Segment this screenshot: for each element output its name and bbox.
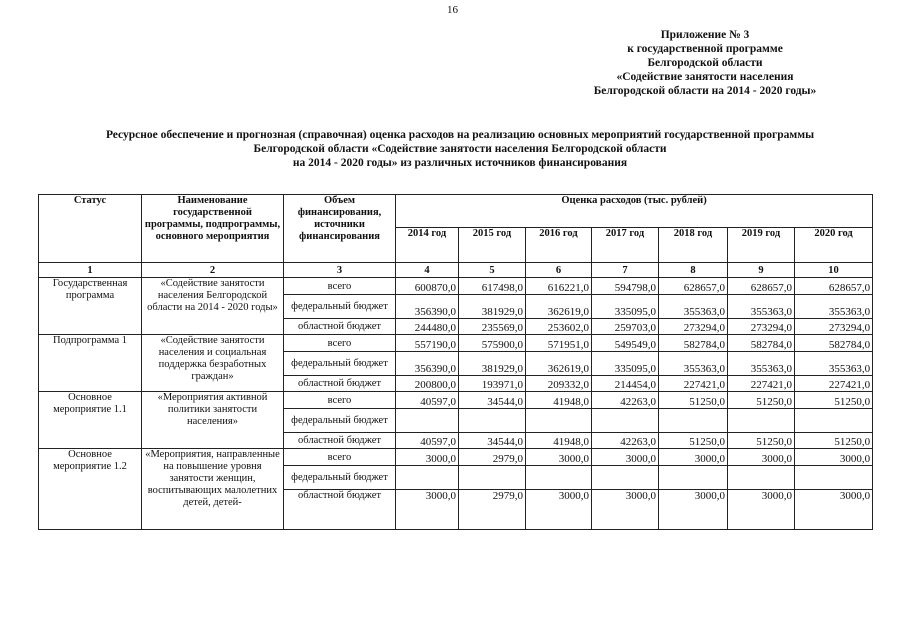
header-year: 2019 год bbox=[728, 228, 795, 263]
value-cell: 209332,0 bbox=[526, 376, 592, 392]
column-index: 7 bbox=[592, 263, 659, 278]
value-cell bbox=[592, 409, 659, 433]
column-index: 4 bbox=[396, 263, 459, 278]
value-cell: 41948,0 bbox=[526, 433, 592, 449]
value-cell: 362619,0 bbox=[526, 352, 592, 376]
value-cell: 335095,0 bbox=[592, 295, 659, 319]
header-year: 2017 год bbox=[592, 228, 659, 263]
column-index: 8 bbox=[659, 263, 728, 278]
column-index: 3 bbox=[284, 263, 396, 278]
value-cell: 34544,0 bbox=[459, 433, 526, 449]
budget-table bbox=[38, 194, 873, 530]
value-cell bbox=[459, 466, 526, 490]
value-cell bbox=[396, 466, 459, 490]
value-cell bbox=[659, 409, 728, 433]
title-line: Ресурсное обеспечение и прогнозная (справочная) оценка расходов на реализацию основных мероприятий государственной программы bbox=[105, 129, 815, 141]
value-cell: 40597,0 bbox=[396, 392, 459, 409]
header-source: Объем финансирования, источники финансирования bbox=[284, 195, 396, 263]
value-cell: 575900,0 bbox=[459, 335, 526, 352]
row-name: «Содействие занятости населения Белгородской области на 2014 - 2020 годы» bbox=[142, 278, 284, 335]
header-year: 2015 год bbox=[459, 228, 526, 263]
value-cell: 549549,0 bbox=[592, 335, 659, 352]
header-year: 2020 год bbox=[795, 228, 873, 263]
value-cell bbox=[526, 409, 592, 433]
appendix-line: Белгородской области bbox=[647, 57, 763, 69]
value-cell: 582784,0 bbox=[659, 335, 728, 352]
value-cell: 355363,0 bbox=[659, 295, 728, 319]
source-federal: федеральный бюджет bbox=[284, 466, 396, 490]
value-cell: 3000,0 bbox=[659, 490, 728, 530]
value-cell bbox=[396, 409, 459, 433]
value-cell: 355363,0 bbox=[728, 295, 795, 319]
value-cell: 214454,0 bbox=[592, 376, 659, 392]
header-year: 2018 год bbox=[659, 228, 728, 263]
value-cell: 51250,0 bbox=[728, 433, 795, 449]
value-cell: 227421,0 bbox=[659, 376, 728, 392]
source-all: всего bbox=[284, 392, 396, 409]
header-status: Статус bbox=[39, 195, 142, 263]
column-index: 10 bbox=[795, 263, 873, 278]
value-cell: 582784,0 bbox=[795, 335, 873, 352]
source-regional: областной бюджет bbox=[284, 433, 396, 449]
value-cell: 3000,0 bbox=[592, 490, 659, 530]
value-cell: 594798,0 bbox=[592, 278, 659, 295]
value-cell: 51250,0 bbox=[728, 392, 795, 409]
value-cell: 227421,0 bbox=[795, 376, 873, 392]
value-cell: 617498,0 bbox=[459, 278, 526, 295]
source-all: всего bbox=[284, 449, 396, 466]
value-cell: 51250,0 bbox=[659, 433, 728, 449]
value-cell: 356390,0 bbox=[396, 352, 459, 376]
column-index: 6 bbox=[526, 263, 592, 278]
header-estimate: Оценка расходов (тыс. рублей) bbox=[396, 195, 873, 228]
value-cell: 381929,0 bbox=[459, 295, 526, 319]
value-cell bbox=[592, 466, 659, 490]
value-cell: 3000,0 bbox=[728, 449, 795, 466]
value-cell bbox=[728, 409, 795, 433]
value-cell: 3000,0 bbox=[795, 449, 873, 466]
header-year: 2016 год bbox=[526, 228, 592, 263]
value-cell: 40597,0 bbox=[396, 433, 459, 449]
value-cell: 355363,0 bbox=[728, 352, 795, 376]
column-index: 5 bbox=[459, 263, 526, 278]
row-status: Основное мероприятие 1.1 bbox=[39, 392, 142, 449]
value-cell bbox=[459, 409, 526, 433]
source-federal: федеральный бюджет bbox=[284, 295, 396, 319]
value-cell bbox=[728, 466, 795, 490]
value-cell: 51250,0 bbox=[795, 392, 873, 409]
value-cell: 259703,0 bbox=[592, 319, 659, 335]
row-name: «Содействие занятости населения и социальная поддержка безработных граждан» bbox=[142, 335, 284, 392]
value-cell: 253602,0 bbox=[526, 319, 592, 335]
source-federal: федеральный бюджет bbox=[284, 352, 396, 376]
value-cell: 381929,0 bbox=[459, 352, 526, 376]
value-cell: 3000,0 bbox=[795, 490, 873, 530]
appendix-line: «Содействие занятости населения bbox=[616, 71, 794, 83]
value-cell: 273294,0 bbox=[795, 319, 873, 335]
value-cell: 42263,0 bbox=[592, 433, 659, 449]
value-cell: 3000,0 bbox=[526, 490, 592, 530]
page-number: 16 bbox=[447, 4, 458, 16]
appendix-line: Приложение № 3 bbox=[660, 29, 750, 41]
appendix-line: Белгородской области на 2014 - 2020 годы» bbox=[593, 85, 817, 97]
document-title bbox=[40, 128, 880, 170]
value-cell: 41948,0 bbox=[526, 392, 592, 409]
value-cell: 200800,0 bbox=[396, 376, 459, 392]
value-cell: 3000,0 bbox=[728, 490, 795, 530]
value-cell: 355363,0 bbox=[795, 295, 873, 319]
column-index: 2 bbox=[142, 263, 284, 278]
row-name: «Мероприятия, направленные на повышение уровня занятости женщин, воспитывающих малолетних детей, детей- bbox=[142, 449, 284, 530]
value-cell: 244480,0 bbox=[396, 319, 459, 335]
value-cell: 628657,0 bbox=[795, 278, 873, 295]
value-cell: 628657,0 bbox=[728, 278, 795, 295]
value-cell: 193971,0 bbox=[459, 376, 526, 392]
row-name: «Мероприятия активной политики занятости населения» bbox=[142, 392, 284, 449]
value-cell: 2979,0 bbox=[459, 449, 526, 466]
value-cell: 362619,0 bbox=[526, 295, 592, 319]
value-cell: 2979,0 bbox=[459, 490, 526, 530]
title-line: Белгородской области «Содействие занятости населения Белгородской области bbox=[253, 143, 667, 155]
column-index: 1 bbox=[39, 263, 142, 278]
value-cell: 3000,0 bbox=[659, 449, 728, 466]
header-name: Наименование государственной программы, подпрограммы, основного мероприятия bbox=[142, 195, 284, 263]
value-cell: 616221,0 bbox=[526, 278, 592, 295]
value-cell: 34544,0 bbox=[459, 392, 526, 409]
appendix-line: к государственной программе bbox=[627, 43, 783, 55]
value-cell: 355363,0 bbox=[659, 352, 728, 376]
value-cell: 3000,0 bbox=[396, 449, 459, 466]
source-all: всего bbox=[284, 278, 396, 295]
header-year: 2014 год bbox=[396, 228, 459, 263]
value-cell: 227421,0 bbox=[728, 376, 795, 392]
source-regional: областной бюджет bbox=[284, 376, 396, 392]
value-cell bbox=[795, 466, 873, 490]
value-cell: 571951,0 bbox=[526, 335, 592, 352]
value-cell bbox=[526, 466, 592, 490]
value-cell bbox=[659, 466, 728, 490]
column-index: 9 bbox=[728, 263, 795, 278]
row-status: Государственная программа bbox=[39, 278, 142, 335]
value-cell: 335095,0 bbox=[592, 352, 659, 376]
value-cell bbox=[795, 409, 873, 433]
value-cell: 273294,0 bbox=[728, 319, 795, 335]
value-cell: 582784,0 bbox=[728, 335, 795, 352]
source-all: всего bbox=[284, 335, 396, 352]
value-cell: 42263,0 bbox=[592, 392, 659, 409]
value-cell: 235569,0 bbox=[459, 319, 526, 335]
source-federal: федеральный бюджет bbox=[284, 409, 396, 433]
value-cell: 51250,0 bbox=[795, 433, 873, 449]
value-cell: 3000,0 bbox=[526, 449, 592, 466]
value-cell: 51250,0 bbox=[659, 392, 728, 409]
value-cell: 355363,0 bbox=[795, 352, 873, 376]
source-regional: областной бюджет bbox=[284, 319, 396, 335]
source-regional: областной бюджет bbox=[284, 490, 396, 530]
value-cell: 3000,0 bbox=[592, 449, 659, 466]
value-cell: 356390,0 bbox=[396, 295, 459, 319]
value-cell: 600870,0 bbox=[396, 278, 459, 295]
row-status: Подпрограмма 1 bbox=[39, 335, 142, 392]
value-cell: 3000,0 bbox=[396, 490, 459, 530]
appendix-caption bbox=[540, 28, 870, 98]
value-cell: 628657,0 bbox=[659, 278, 728, 295]
value-cell: 557190,0 bbox=[396, 335, 459, 352]
value-cell: 273294,0 bbox=[659, 319, 728, 335]
row-status: Основное мероприятие 1.2 bbox=[39, 449, 142, 530]
title-line: на 2014 - 2020 годы» из различных источников финансирования bbox=[292, 157, 628, 169]
